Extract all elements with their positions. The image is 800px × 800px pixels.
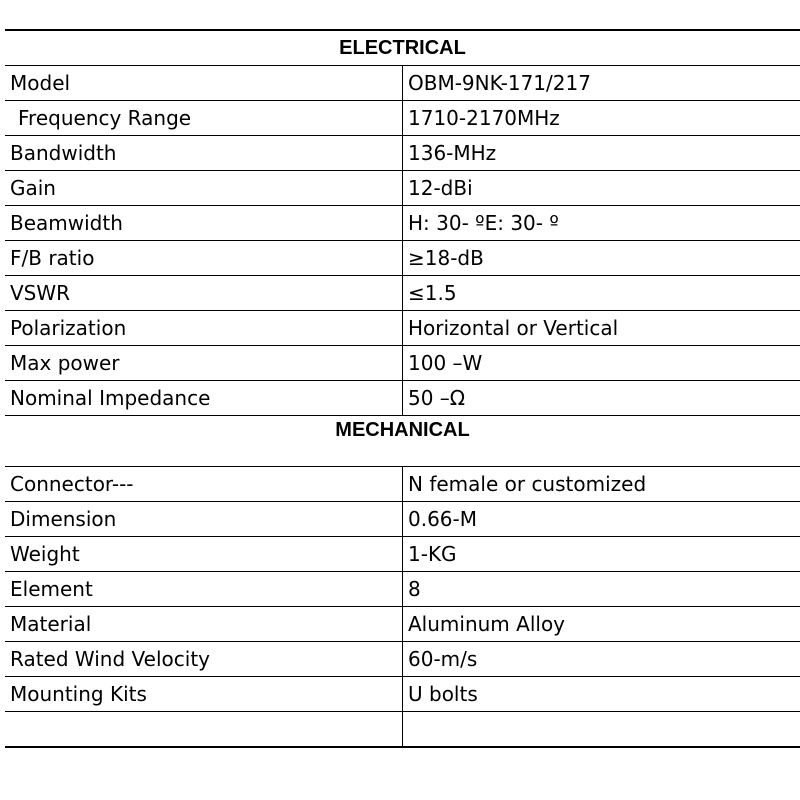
table-row (5, 171, 800, 206)
spec-table (5, 29, 800, 748)
table-row (5, 572, 800, 607)
table-row (5, 467, 800, 502)
spec-value: 136-MHz (403, 136, 800, 171)
spec-label: Frequency Range (18, 106, 192, 130)
spec-value: ≥18-dB (403, 241, 800, 276)
spec-value: 60-m/s (403, 642, 800, 677)
spec-label: Model (5, 66, 403, 101)
spec-label: Element (5, 572, 403, 607)
section-header-electrical (5, 30, 800, 66)
spec-label-wrapper (5, 101, 403, 136)
spec-value-empty (403, 712, 800, 748)
table-row (5, 642, 800, 677)
spec-label: Nominal Impedance (5, 381, 403, 416)
table-row (5, 607, 800, 642)
spec-value: OBM-9NK-171/217 (403, 66, 800, 101)
spec-value: H: 30- ºE: 30- º (403, 206, 800, 241)
spec-label: Connector--- (5, 467, 403, 502)
spec-label: Gain (5, 171, 403, 206)
spec-value: U bolts (403, 677, 800, 712)
table-row (5, 241, 800, 276)
table-row (5, 206, 800, 241)
spec-label: F/B ratio (5, 241, 403, 276)
spec-label: VSWR (5, 276, 403, 311)
spec-label: Material (5, 607, 403, 642)
spec-value: 50 –Ω (403, 381, 800, 416)
table-row (5, 502, 800, 537)
spec-label: Weight (5, 537, 403, 572)
spec-label-empty (5, 712, 403, 748)
table-row (5, 311, 800, 346)
spec-label: Rated Wind Velocity (5, 642, 403, 677)
spec-value: Aluminum Alloy (403, 607, 800, 642)
spec-value: 12-dBi (403, 171, 800, 206)
table-row (5, 677, 800, 712)
table-row (5, 136, 800, 171)
spec-value: ≤1.5 (403, 276, 800, 311)
table-row (5, 66, 800, 101)
section-title-electrical: ELECTRICAL (5, 30, 800, 66)
spec-value: 1-KG (403, 537, 800, 572)
spec-value: Horizontal or Vertical (403, 311, 800, 346)
spec-label: Polarization (5, 311, 403, 346)
spec-value: 8 (403, 572, 800, 607)
section-header-mechanical (5, 416, 800, 467)
spec-label: Bandwidth (5, 136, 403, 171)
spec-label: Beamwidth (5, 206, 403, 241)
spec-value: 1710-2170MHz (403, 101, 800, 136)
table-row-empty (5, 712, 800, 748)
spec-value: 0.66-M (403, 502, 800, 537)
table-row (5, 381, 800, 416)
spec-label: Dimension (5, 502, 403, 537)
table-row (5, 276, 800, 311)
spec-value: 100 –W (403, 346, 800, 381)
table-row (5, 537, 800, 572)
spec-label: Mounting Kits (5, 677, 403, 712)
section-title-mechanical: MECHANICAL (5, 416, 800, 467)
table-row (5, 346, 800, 381)
spec-label: Max power (5, 346, 403, 381)
table-row (5, 101, 800, 136)
spec-value: N female or customized (403, 467, 800, 502)
